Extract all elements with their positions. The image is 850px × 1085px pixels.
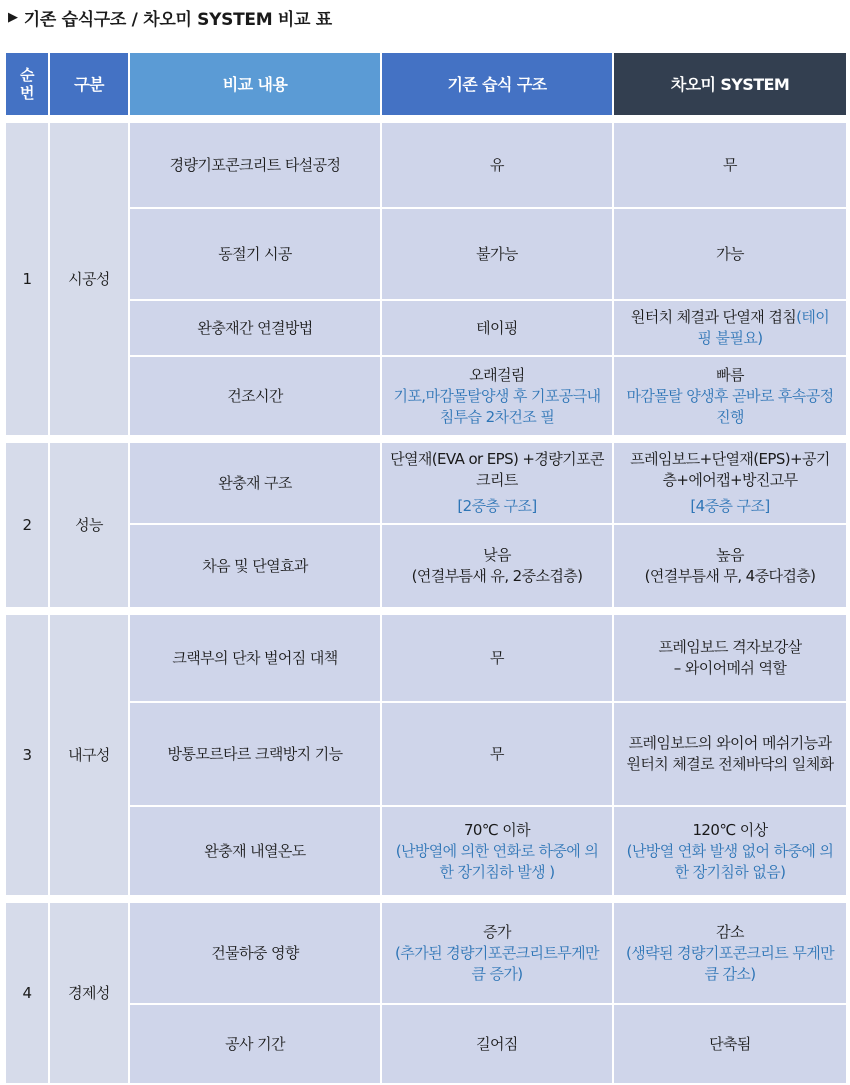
row-new-value: 무	[613, 122, 847, 208]
row-new-value	[613, 902, 847, 1004]
row-old-value: 무	[381, 614, 613, 702]
row-old-main: 증가	[483, 922, 511, 941]
header-new-system: 차오미 SYSTEM	[613, 52, 847, 116]
row-old-value	[381, 902, 613, 1004]
row-new-main: 빠름	[716, 365, 744, 384]
row-new-value	[613, 442, 847, 524]
group-seq: 3	[5, 614, 49, 896]
table-row	[5, 1004, 847, 1084]
table-row	[5, 356, 847, 436]
header-seq	[5, 52, 49, 116]
row-new-main: 프레임보드 격자보강살	[658, 638, 802, 656]
header-old-structure: 기존 습식 구조	[381, 52, 613, 116]
page-title	[8, 6, 332, 28]
row-old-value	[381, 356, 613, 436]
table-row	[5, 300, 847, 356]
row-new-sub: (연결부틈새 무, 4중다겹층)	[644, 567, 816, 585]
triangle-bullet-icon: ▶	[8, 9, 18, 25]
row-item: 완충재 내열온도	[129, 806, 381, 896]
row-item: 건조시간	[129, 356, 381, 436]
row-new-value	[613, 806, 847, 896]
row-item: 동절기 시공	[129, 208, 381, 300]
group-seq: 2	[5, 442, 49, 608]
row-new-value	[613, 300, 847, 356]
row-new-note: (생략된 경량기포콘크리트 무게만큼 감소)	[625, 943, 835, 983]
row-old-value	[381, 442, 613, 524]
row-item: 크랙부의 단차 벌어짐 대책	[129, 614, 381, 702]
row-old-value: 불가능	[381, 208, 613, 300]
header-category: 구분	[49, 52, 129, 116]
row-item: 완충재 구조	[129, 442, 381, 524]
group-seq: 4	[5, 902, 49, 1084]
row-new-main: 원터치 체결과 단열재 겹침	[630, 308, 797, 326]
row-new-value	[613, 356, 847, 436]
row-old-value: 테이핑	[381, 300, 613, 356]
row-new-sub: – 와이어메쉬 역할	[673, 659, 787, 677]
header-seq-line1: 순	[20, 66, 34, 84]
row-old-sub: (연결부틈새 유, 2중소겹층)	[411, 567, 583, 585]
row-new-value	[613, 524, 847, 608]
row-item: 공사 기간	[129, 1004, 381, 1084]
group-category: 경제성	[49, 902, 129, 1084]
table-row	[5, 524, 847, 608]
row-item: 방통모르타르 크랙방지 기능	[129, 702, 381, 806]
row-new-note: [4중층 구조]	[690, 497, 770, 515]
group-category: 성능	[49, 442, 129, 608]
table-row	[5, 208, 847, 300]
row-new-note: (테이핑 불필요)	[697, 308, 830, 347]
row-new-main: 높음	[716, 546, 744, 564]
table-row	[5, 614, 847, 702]
row-old-value: 무	[381, 702, 613, 806]
group-category: 내구성	[49, 614, 129, 896]
group-category: 시공성	[49, 122, 129, 436]
table-row	[5, 122, 847, 208]
table-row	[5, 902, 847, 1004]
row-old-note: 기포,마감몰탈양생 후 기포공극내 침투습 2차건조 필	[393, 386, 601, 426]
page-title-text: 기존 습식구조 / 차오미 SYSTEM 비교 표	[23, 9, 332, 30]
row-item: 건물하중 영향	[129, 902, 381, 1004]
table-row	[5, 702, 847, 806]
row-old-value: 길어짐	[381, 1004, 613, 1084]
row-new-value: 단축됨	[613, 1004, 847, 1084]
group-seq: 1	[5, 122, 49, 436]
header-seq-line2: 번	[20, 84, 34, 102]
row-new-main: 프레임보드+단열재(EPS)+공기층+에어캡+방진고무	[630, 450, 830, 489]
row-new-note: 마감몰탈 양생후 곧바로 후속공정 진행	[626, 386, 834, 426]
row-old-note: [2중층 구조]	[457, 497, 537, 515]
row-old-value: 유	[381, 122, 613, 208]
row-item: 경량기포콘크리트 타설공정	[129, 122, 381, 208]
row-old-main: 낮음	[483, 546, 511, 564]
row-old-note: (난방열에 의한 연화로 하중에 의한 장기침하 발생 )	[395, 841, 599, 881]
row-old-main: 오래걸림	[469, 365, 525, 384]
comparison-table	[4, 51, 848, 1085]
row-new-value: 가능	[613, 208, 847, 300]
header-row	[5, 52, 847, 116]
table-row	[5, 806, 847, 896]
row-old-main: 단열재(EVA or EPS) +경량기포콘크리트	[390, 450, 604, 489]
row-new-value	[613, 614, 847, 702]
row-old-value	[381, 524, 613, 608]
row-new-main: 120℃ 이상	[692, 820, 768, 839]
row-new-main: 감소	[716, 922, 744, 941]
row-item: 완충재간 연결방법	[129, 300, 381, 356]
row-new-value: 프레임보드의 와이어 메쉬기능과 원터치 체결로 전체바닥의 일체화	[613, 702, 847, 806]
header-item: 비교 내용	[129, 52, 381, 116]
row-old-main: 70℃ 이하	[463, 820, 531, 839]
table-row	[5, 442, 847, 524]
row-old-note: (추가된 경량기포콘크리트무게만큼 증가)	[395, 943, 599, 983]
row-item: 차음 및 단열효과	[129, 524, 381, 608]
row-old-value	[381, 806, 613, 896]
row-new-note: (난방열 연화 발생 없어 하중에 의한 장기침하 없음)	[626, 841, 834, 881]
